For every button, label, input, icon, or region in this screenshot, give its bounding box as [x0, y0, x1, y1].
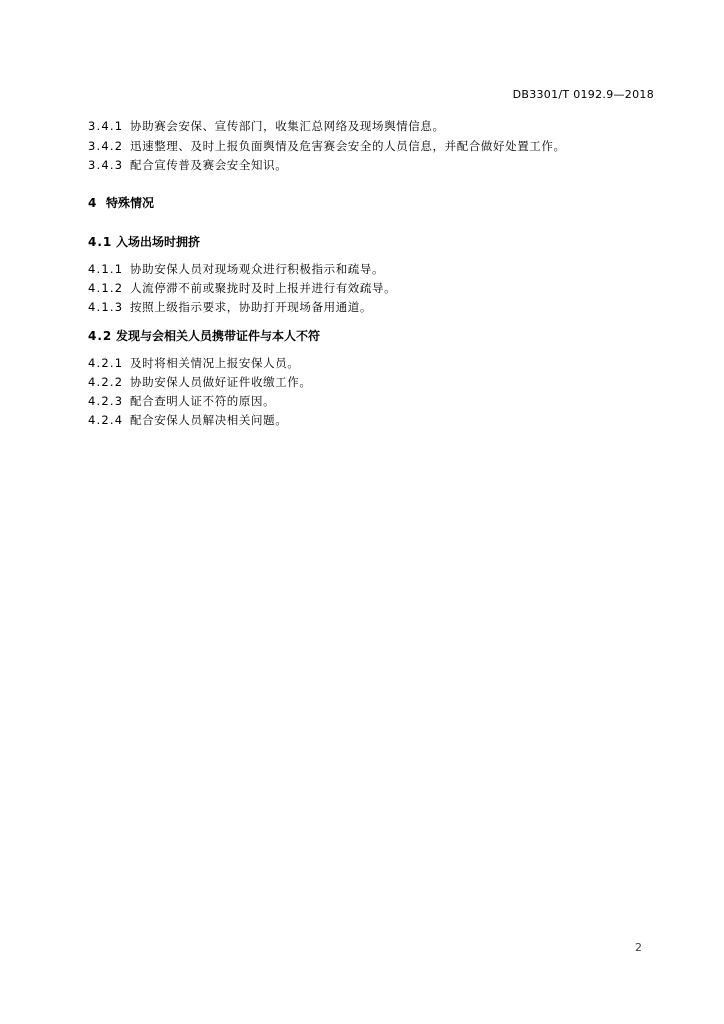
section-title: 发现与会相关人员携带证件与本人不符	[116, 329, 321, 343]
clause-4-1-3	[88, 299, 372, 315]
clause-4-1-2	[88, 280, 396, 296]
clause-number: 4.1.3	[88, 300, 124, 314]
section-title: 入场出场时拥挤	[116, 235, 201, 249]
clause-text: 人流停滞不前或聚拢时及时上报并进行有效疏导。	[130, 281, 397, 295]
clause-number: 4.2.2	[88, 375, 124, 389]
clause-4-2-1	[88, 355, 299, 371]
clause-text: 配合宣传普及赛会安全知识。	[130, 158, 288, 172]
clause-text: 协助安保人员对现场观众进行积极指示和疏导。	[130, 262, 385, 276]
clause-4-2-4	[88, 412, 287, 428]
clause-number: 4.1.2	[88, 281, 124, 295]
section-title: 特殊情况	[106, 196, 155, 210]
section-4-heading	[88, 195, 154, 211]
clause-number: 4.2.1	[88, 356, 124, 370]
clause-text: 配合查明人证不符的原因。	[130, 394, 276, 408]
clause-text: 协助赛会安保、宣传部门，收集汇总网络及现场舆情信息。	[130, 119, 445, 133]
clause-4-2-2	[88, 374, 312, 390]
clause-3-4-3	[88, 157, 287, 173]
clause-text: 配合安保人员解决相关问题。	[130, 413, 288, 427]
clause-3-4-1	[88, 118, 445, 134]
clause-4-1-1	[88, 261, 384, 277]
clause-text: 按照上级指示要求，协助打开现场备用通道。	[130, 300, 372, 314]
document-code: DB3301/T 0192.9—2018	[512, 88, 654, 101]
clause-number: 4.2.4	[88, 413, 124, 427]
section-number: 4	[88, 196, 97, 210]
clause-number: 3.4.1	[88, 119, 124, 133]
section-4-1-heading	[88, 234, 200, 250]
clause-text: 及时将相关情况上报安保人员。	[130, 356, 300, 370]
clause-number: 3.4.3	[88, 158, 124, 172]
clause-3-4-2	[88, 138, 566, 154]
clause-number: 3.4.2	[88, 139, 124, 153]
clause-4-2-3	[88, 393, 275, 409]
clause-text: 协助安保人员做好证件收缴工作。	[130, 375, 312, 389]
clause-number: 4.2.3	[88, 394, 124, 408]
page-number: 2	[635, 941, 642, 954]
section-number: 4.1	[88, 235, 113, 249]
clause-number: 4.1.1	[88, 262, 124, 276]
section-number: 4.2	[88, 329, 113, 343]
section-4-2-heading	[88, 328, 320, 344]
clause-text: 迅速整理、及时上报负面舆情及危害赛会安全的人员信息，并配合做好处置工作。	[130, 139, 566, 153]
